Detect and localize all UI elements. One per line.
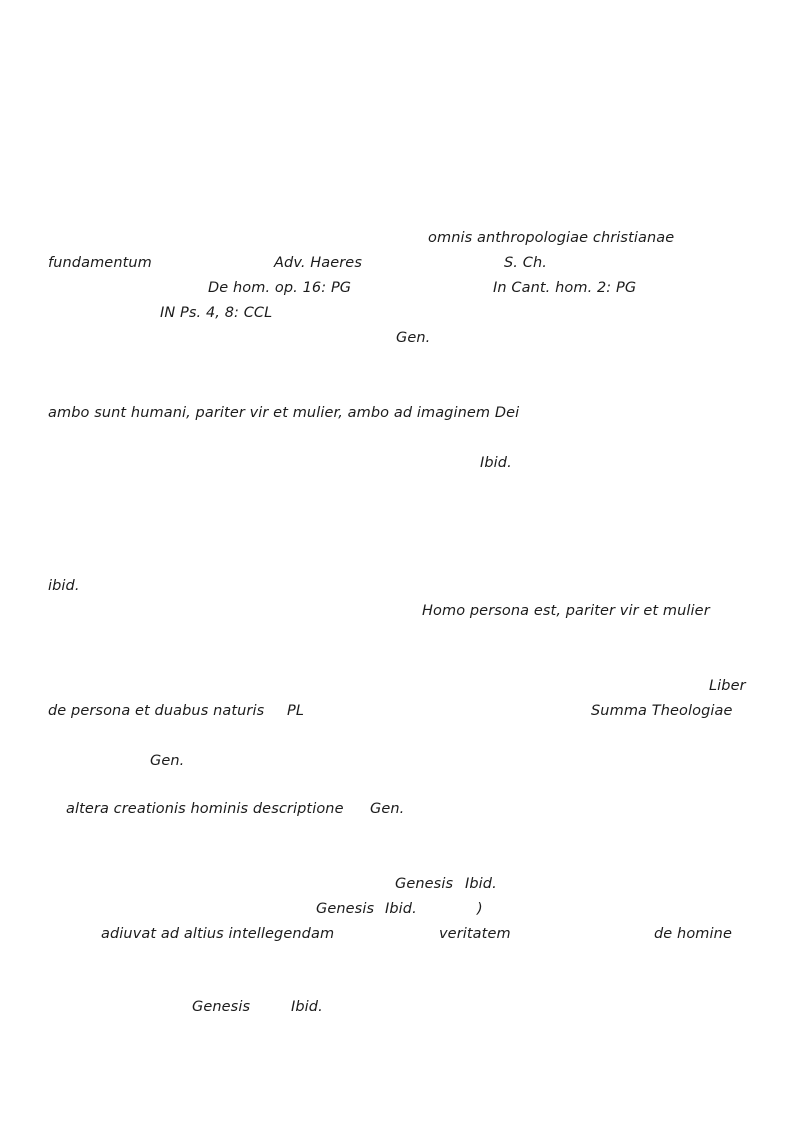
text-fragment: Adv. Haeres (274, 255, 362, 271)
text-fragment: IN Ps. 4, 8: CCL (160, 305, 273, 321)
text-fragment: Genesis (395, 876, 454, 892)
text-fragment: PL (287, 703, 305, 719)
text-fragment: Genesis (192, 999, 251, 1015)
text-fragment: omnis anthropologiae christianae (428, 230, 675, 246)
text-fragment: de persona et duabus naturis (48, 703, 265, 719)
text-fragment: ambo sunt humani, pariter vir et mulier, ambo ad imaginem Dei (48, 405, 520, 421)
text-fragment: In Cant. hom. 2: PG (493, 280, 637, 296)
text-fragment: Ibid. (385, 901, 417, 917)
text-fragment: Homo persona est, pariter vir et mulier (422, 603, 710, 619)
text-fragment: Ibid. (465, 876, 497, 892)
text-fragment: altera creationis hominis descriptione (66, 801, 344, 817)
text-fragment: de homine (654, 926, 732, 942)
text-fragment: S. Ch. (504, 255, 547, 271)
text-fragment: ) (477, 901, 483, 917)
text-fragment: Summa Theologiae (591, 703, 733, 719)
text-fragment: Liber (709, 678, 746, 694)
text-fragment: veritatem (439, 926, 511, 942)
text-fragment: ibid. (48, 578, 80, 594)
text-fragment: fundamentum (48, 255, 152, 271)
text-fragment: Ibid. (480, 455, 512, 471)
text-fragment: Gen. (150, 753, 185, 769)
text-fragment: Genesis (316, 901, 375, 917)
text-fragment: De hom. op. 16: PG (208, 280, 352, 296)
text-fragment: Gen. (370, 801, 405, 817)
text-fragment: Gen. (396, 330, 431, 346)
text-fragment: Ibid. (291, 999, 323, 1015)
text-fragment: adiuvat ad altius intellegendam (101, 926, 335, 942)
